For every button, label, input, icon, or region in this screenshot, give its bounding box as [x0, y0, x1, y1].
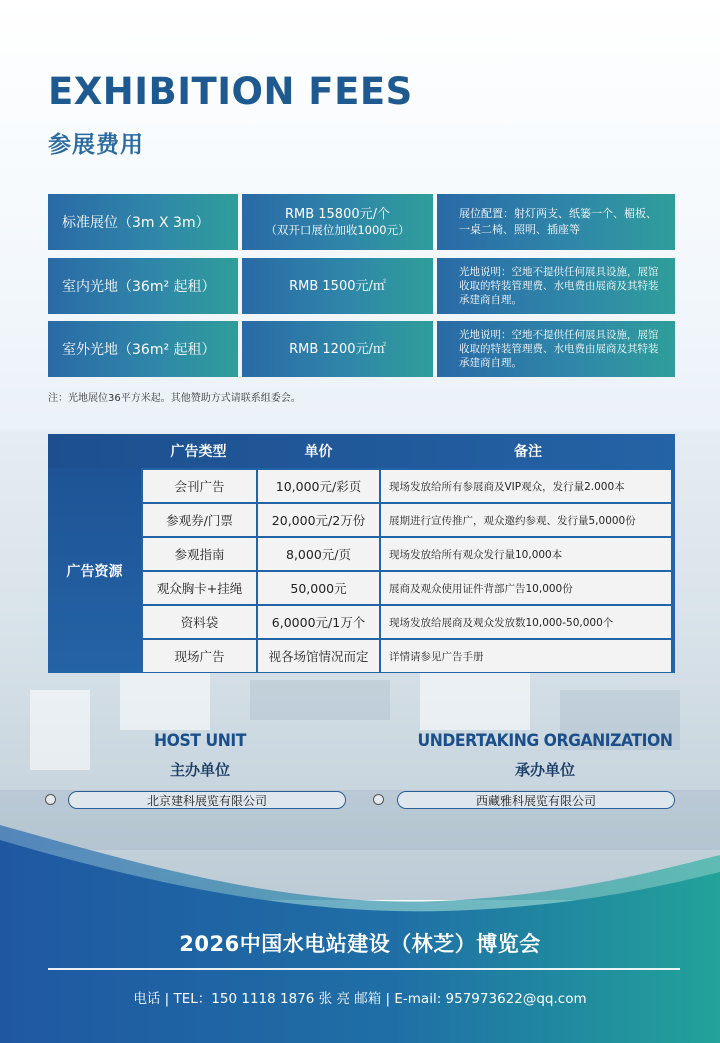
fee-desc-standard: 展位配置：射灯两支、纸篓一个、楣板、一桌二椅、照明、插座等	[437, 194, 675, 250]
fee-price-outdoor	[242, 321, 433, 377]
ad-header-type: 广告类型	[170, 444, 227, 460]
table-row	[141, 606, 675, 638]
fee-type-standard: 标准展位（3m X 3m）	[48, 194, 238, 250]
fee-price-indoor	[242, 258, 433, 314]
undertaking-org-title-en: UNDERTAKING ORGANIZATION	[417, 731, 673, 751]
contact-info: 电话 | TEL：150 1118 1876 张 亮 邮箱 | E-mail: 957973622@qq.com	[133, 991, 587, 1007]
fee-type-indoor: 室内光地（36m² 起租）	[48, 258, 238, 314]
undertaking-org-name: 西藏雅科展览有限公司	[397, 791, 675, 809]
ad-type-cell: 观众胸卡+挂绳	[143, 572, 256, 604]
ad-header-note: 备注	[514, 444, 542, 460]
page-title-en: EXHIBITION FEES	[48, 70, 413, 113]
table-row	[141, 504, 675, 536]
ad-note-cell: 展期进行宣传推广，观众邀约参观、发行量5,0000份	[381, 504, 671, 536]
fee-desc-outdoor: 光地说明：空地不提供任何展具设施，展馆收取的特装管理费、水电费由展商及其特装承建商自理。	[437, 321, 675, 377]
ad-header-price: 单价	[304, 444, 333, 460]
fee-price-line: RMB 1500元/㎡	[289, 278, 386, 294]
ad-price-cell: 10,000元/彩页	[258, 470, 379, 502]
ad-note-cell: 展商及观众使用证件背部广告10,000份	[381, 572, 671, 604]
table-row	[141, 538, 675, 570]
host-unit-title-en: HOST UNIT	[154, 731, 246, 751]
page-title-cn: 参展费用	[48, 132, 144, 158]
footer-divider	[48, 968, 680, 970]
ad-type-cell: 会刊广告	[143, 470, 256, 502]
undertaking-org-title-cn: 承办单位	[514, 761, 575, 779]
fee-price-line: （双开口展位加收1000元）	[265, 223, 410, 237]
fee-note: 注：光地展位36平方米起。其他赞助方式请联系组委会。	[48, 393, 301, 404]
event-title: 2026中国水电站建设（林芝）博览会	[179, 932, 541, 956]
ad-type-cell: 资料袋	[143, 606, 256, 638]
fee-type-outdoor: 室外光地（36m² 起租）	[48, 321, 238, 377]
table-row	[141, 640, 675, 672]
fee-price-standard	[242, 194, 433, 250]
table-row	[141, 470, 675, 502]
ad-note-cell: 详情请参见广告手册	[381, 640, 671, 672]
ad-note-cell: 现场发放给所有参展商及VIP观众，发行量2.000本	[381, 470, 671, 502]
fee-price-line: RMB 15800元/个	[284, 207, 391, 222]
ad-side-label: 广告资源	[48, 468, 141, 673]
ad-rows	[141, 468, 675, 673]
ad-price-cell: 50,000元	[258, 572, 379, 604]
ad-price-cell: 8,000元/页	[258, 538, 379, 570]
fee-price-line: RMB 1200元/㎡	[289, 341, 386, 357]
ad-note-cell: 现场发放给展商及观众发放数10,000-50,000个	[381, 606, 671, 638]
ad-type-cell: 参观指南	[143, 538, 256, 570]
ad-type-cell: 参观券/门票	[143, 504, 256, 536]
ad-resources-table	[48, 434, 675, 673]
ad-price-cell: 20,000元/2万份	[258, 504, 379, 536]
ad-note-cell: 现场发放给所有观众发行量10,000本	[381, 538, 671, 570]
ad-type-cell: 现场广告	[143, 640, 256, 672]
host-unit-title-cn: 主办单位	[169, 761, 230, 779]
table-row	[141, 572, 675, 604]
host-unit-name: 北京建科展览有限公司	[68, 791, 346, 809]
fee-desc-indoor: 光地说明：空地不提供任何展具设施，展馆收取的特装管理费、水电费由展商及其特装承建商自理。	[437, 258, 675, 314]
ad-price-cell: 视各场馆情况而定	[258, 640, 379, 672]
ad-price-cell: 6,0000元/1万个	[258, 606, 379, 638]
